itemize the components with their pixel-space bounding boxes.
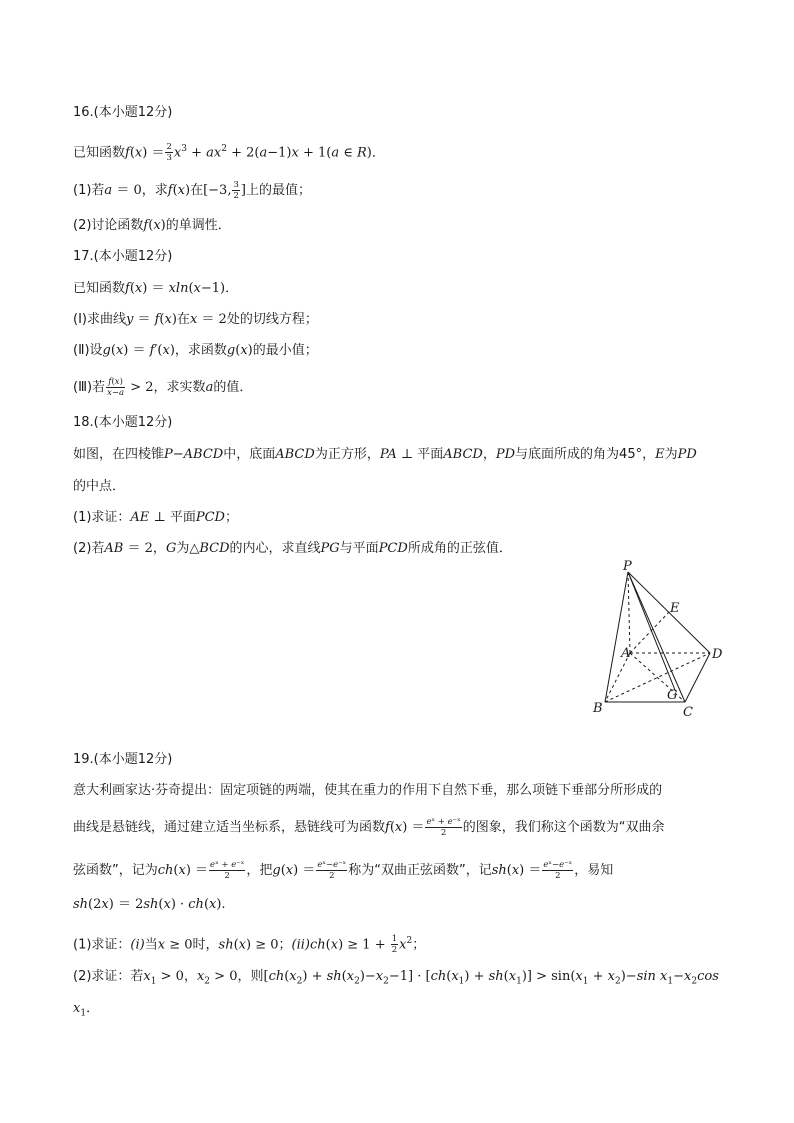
q16-stem-end: ． xyxy=(371,145,385,161)
q18-p1-text-a: (1)求证： xyxy=(73,510,131,525)
q19-header: 19.(本小题12分) xyxy=(73,752,173,767)
pyramid-figure xyxy=(585,560,735,720)
label-P: P xyxy=(623,560,632,574)
q16-part1: (1)若a ＝ 0，求f(x)在[−3, $\frac{3}{2}$ ]上的最值； xyxy=(73,180,311,201)
q19-p2-text-b: ， xyxy=(183,969,197,984)
q18-p2-text-f: 所成角的正弦值． xyxy=(407,541,512,556)
q16-stem-text: 已知函数 xyxy=(73,145,126,161)
q18-p2-text-b: ， xyxy=(152,541,166,556)
q18-stem-line2: 的中点． xyxy=(73,479,126,494)
q19-line3: 弦函数”，记为ch(x) ＝ $\frac{\text{eˣ + e⁻ˣ}}{2}$ ，把g(x) ＝ $\frac{\text{eˣ−e⁻ˣ}}{2}$ 称为“双曲正弦函数”，记sh(x) ＝ $\frac{\text{eˣ−e⁻ˣ}}{2}$ ，易知 xyxy=(73,860,614,881)
q16-stem: 已知函数f(x) ＝ $\frac{2}{3}$ $x^3 + ax^2 + 2(a-1)x + 1(a$ ∈ R)． xyxy=(73,142,385,164)
q18-stem-text-d: 平面 xyxy=(417,447,444,462)
q17-p3-text-a: (Ⅲ)若 xyxy=(73,380,106,395)
q18-stem-line1: 如图，在四棱锥P−ABCD中，底面ABCD为正方形，PA ⊥ 平面ABCD，PD与底面所成的角为45°，E为PD xyxy=(73,447,697,462)
edge-PA xyxy=(628,572,630,653)
q18-stem-text-e: ， xyxy=(482,447,496,462)
q18-header: 18.(本小题12分) xyxy=(73,415,173,430)
q17-part3: (Ⅲ)若 $\frac{f(x)}{x-a}$ > 2，求实数a的值． xyxy=(73,377,253,398)
q19-part2-line2: $x_1$． xyxy=(73,1001,100,1019)
q17-header: 17.(本小题12分) xyxy=(73,249,173,264)
label-B: B xyxy=(593,701,603,716)
q18-stem-text-g: 为 xyxy=(664,447,678,462)
label-G: G xyxy=(667,688,678,703)
q19-p1-text-e: ； xyxy=(412,937,426,953)
q17-p1-text-a: (Ⅰ)求曲线 xyxy=(73,312,126,327)
q18-p1-text-c: ； xyxy=(224,510,238,525)
q17-p3-text-c: 的值． xyxy=(213,380,253,395)
q17-p2-text-b: ，求函数 xyxy=(174,343,227,358)
q18-p1-text-b: 平面 xyxy=(169,510,196,525)
q19-l2-text-b: 的图象，我们称这个函数为“双曲余 xyxy=(462,820,665,835)
q16-p1-text-a: (1)若 xyxy=(73,183,105,198)
q18-part1: (1)求证：AE ⊥ 平面PCD； xyxy=(73,510,238,525)
q19-l3-text-a: 弦函数”，记为 xyxy=(73,863,158,878)
q19-p1-text-d: ； xyxy=(278,937,292,953)
q17-part1: (Ⅰ)求曲线y ＝ f(x)在x ＝ 2处的切线方程； xyxy=(73,312,318,327)
q19-l3-text-b: ，把 xyxy=(246,863,273,878)
q18-part2: (2)若AB ＝ 2，G为△BCD的内心，求直线PG与平面PCD所成角的正弦值． xyxy=(73,541,512,556)
q19-part2-line1: (2)求证：若$x_1 > 0$，$x_2 > 0$，则$[ch(x_2) + sh(x_2)-x_2-1] \cdot [ch(x_1) + sh(x_1)] > \sin(x_1 + x_2)-\sin$ $x_1-x_2\cos$ xyxy=(73,969,719,987)
q19-l2-text-a: 曲线是悬链线，通过建立适当坐标系，悬链线可为函数 xyxy=(73,820,386,835)
q18-p2-text-a: (2)若 xyxy=(73,541,105,556)
q19-l3-text-d: ，易知 xyxy=(574,863,614,878)
q17-stem-text: 已知函数 xyxy=(73,281,126,296)
q18-p2-text-e: 与平面 xyxy=(339,541,379,556)
q17-p2-text-a: (Ⅱ)设 xyxy=(73,343,103,358)
q16-p1-text-b: ，求 xyxy=(141,183,168,198)
q18-stem-text-c: 为正方形， xyxy=(314,447,380,462)
label-C: C xyxy=(683,705,693,720)
label-E: E xyxy=(670,601,680,616)
q19-p2-text-a: (2)求证：若 xyxy=(73,969,144,984)
q19-l3-text-c: 称为“双曲正弦函数”，记 xyxy=(348,863,492,878)
q18-stem-text-a: 如图，在四棱锥 xyxy=(73,447,165,462)
q18-stem-text-b: 中，底面 xyxy=(223,447,276,462)
q19-part1: (1)求证：(i)当x ≥ 0时，sh(x) ≥ 0；(ii)ch(x) ≥ 1 + $\frac{1}{2}$ $x^2$； xyxy=(73,934,426,956)
q17-stem-end: ． xyxy=(225,281,239,296)
q19-p1-text-c: 时， xyxy=(192,937,219,953)
q16-p2-text-a: (2)讨论函数 xyxy=(73,218,144,233)
q16-p1-text-c: 在 xyxy=(190,183,204,198)
q17-part2: (Ⅱ)设g(x) ＝ f′(x)，求函数g(x)的最小值； xyxy=(73,343,318,358)
q19-p2-text-d: ． xyxy=(86,1001,100,1016)
edge-PB xyxy=(605,572,631,702)
label-A: A xyxy=(621,646,631,661)
q19-p1-text-b: 当 xyxy=(144,937,158,953)
q16-p1-text-d: 上的最值； xyxy=(245,183,311,198)
q19-p2-text-c: ，则 xyxy=(237,969,264,984)
q17-p3-text-b: ，求实数 xyxy=(153,380,206,395)
q18-p2-text-d: 的内心，求直线 xyxy=(229,541,321,556)
q18-stem-text-f: 与底面所成的角为45°， xyxy=(515,447,656,462)
q19-line2: 曲线是悬链线，通过建立适当坐标系，悬链线可为函数f(x) ＝ $\frac{\text{eˣ + e⁻ˣ}}{2}$ 的图象，我们称这个函数为“双曲余 xyxy=(73,817,665,838)
q18-p2-text-c: 为 xyxy=(176,541,190,556)
q17-p1-text-c: 处的切线方程； xyxy=(226,312,318,327)
edge-CD xyxy=(685,653,710,702)
q19-line4: sh(2x) ＝ 2sh(x) · ch(x). xyxy=(73,897,226,912)
edge-PC xyxy=(628,572,685,702)
q17-p2-text-c: 的最小值； xyxy=(252,343,318,358)
q17-p1-text-b: 在 xyxy=(176,312,190,327)
label-D: D xyxy=(712,647,723,662)
edge-AE xyxy=(630,612,669,653)
q19-line1: 意大利画家达·芬奇提出：固定项链的两端，使其在重力的作用下自然下垂，那么项链下垂部分所形成的 xyxy=(73,783,663,798)
q16-p2-text-b: 的单调性． xyxy=(165,218,231,233)
q16-part2: (2)讨论函数f(x)的单调性． xyxy=(73,218,231,233)
q19-p1-text-a: (1)求证： xyxy=(73,937,131,953)
q16-header: 16.(本小题12分) xyxy=(73,105,173,120)
q17-stem: 已知函数f(x) ＝ xln(x−1)． xyxy=(73,281,239,296)
